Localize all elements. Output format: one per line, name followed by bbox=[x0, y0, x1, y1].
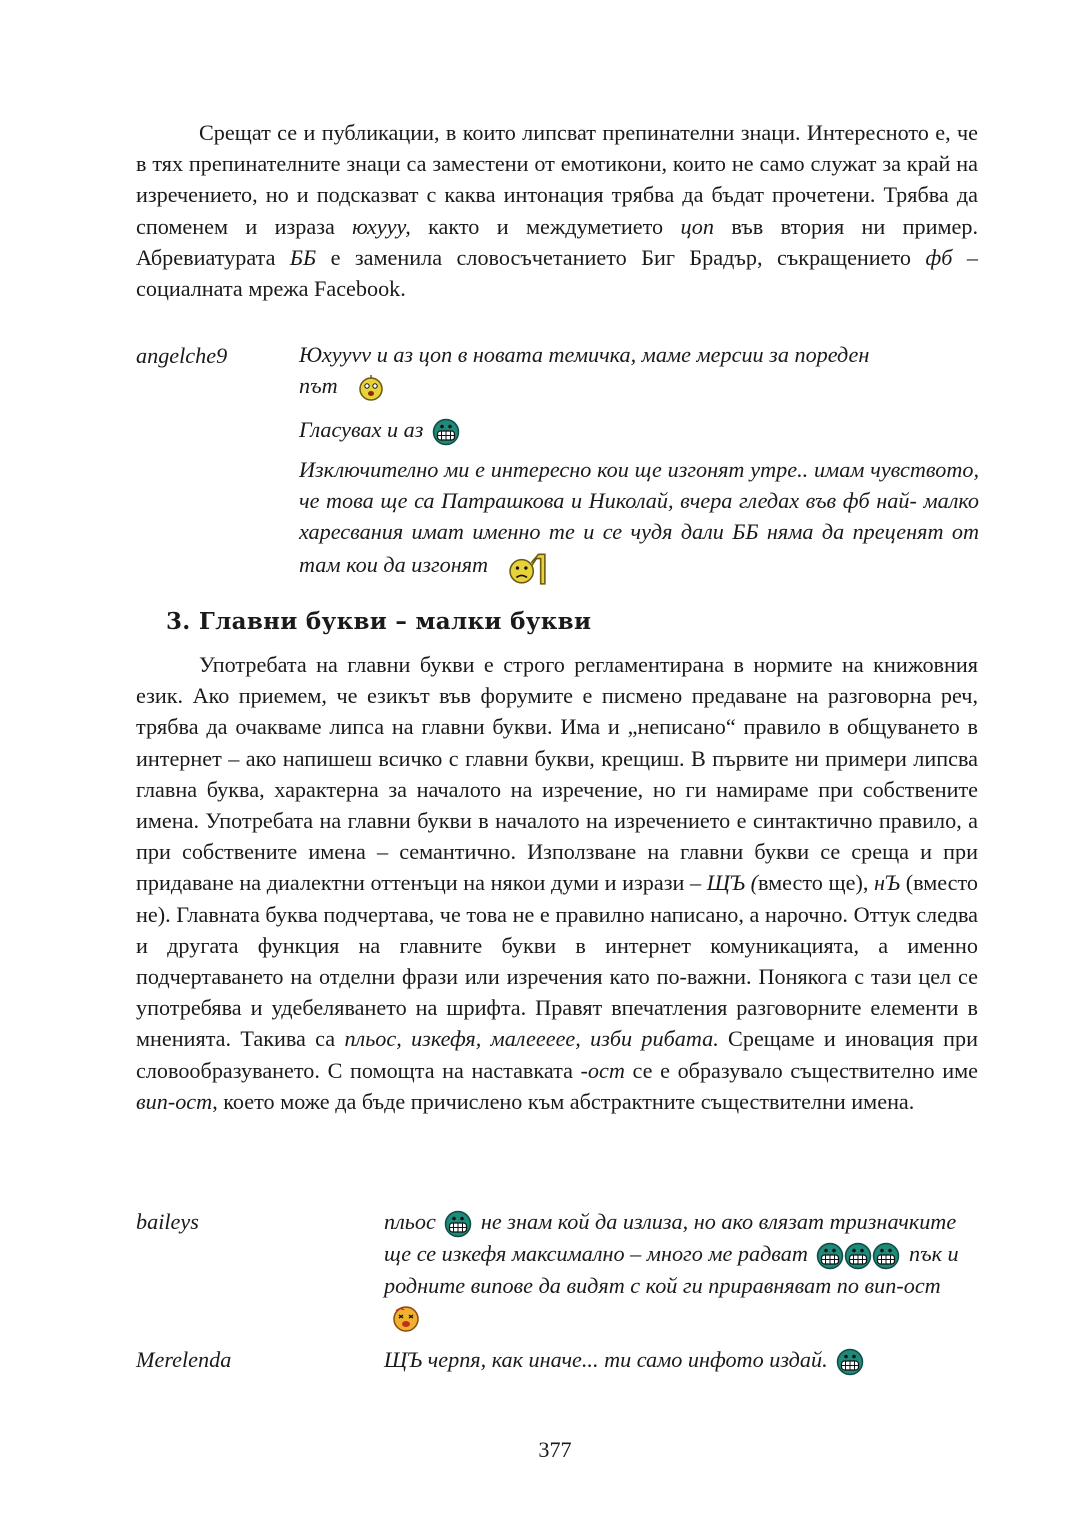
grin-smiley-icon bbox=[432, 418, 460, 446]
forum-quote: ЩЪ черпя, как иначе... ти само инфото издай. bbox=[384, 1344, 867, 1376]
paragraph-emoticons: Срещат се и публикации, в които липсват препинателни знаци. Интересното е, че в тях препинателните знаци са заместени от емотикони, които не само служат за край на изречението, но и подсказват с каква интонация трябва да бъдат прочетени. Трябва да споменем и израза юхууу, както и междуметието цоп във втория ни пример. Абревиатурата ББ е заменила словосъчетанието Биг Брадър, съкращението фб – социалната мрежа Facebook. bbox=[136, 120, 979, 302]
example-username: angelche9 bbox=[136, 343, 228, 368]
section-heading: 3. Главни букви – малки букви bbox=[166, 608, 592, 635]
grin-smiley-icon bbox=[816, 1242, 844, 1270]
grin-smiley-icon bbox=[836, 1348, 864, 1376]
sad-hanging-smiley-icon bbox=[506, 548, 550, 586]
example-username: Merelenda bbox=[136, 1347, 232, 1372]
forum-quote: пльос не знам кой да излиза, но ако влязат тризначките ще се изкефя максимално – много ме радват пък и родните випове да видят с кой ги приравняват по вип-ост bbox=[384, 1206, 974, 1333]
grin-smiley-icon bbox=[844, 1242, 872, 1270]
grin-smiley-icon bbox=[444, 1210, 472, 1238]
grin-smiley-icon bbox=[872, 1242, 900, 1270]
yellow-smiley-icon bbox=[357, 373, 385, 403]
page-number: 377 bbox=[538, 1437, 572, 1462]
forum-quote: Юхууvv и аз цоп в новата темичка, маме мерсии за пореден път bbox=[299, 339, 979, 403]
forum-quote: Гласувах и аз bbox=[299, 414, 463, 446]
example-username: baileys bbox=[136, 1209, 199, 1234]
dizzy-smiley-icon bbox=[392, 1305, 420, 1333]
forum-quote: Изключително ми е интересно кои ще изгонят утре.. имам чувството, че това ще са Патрашкова и Николай, вчера гледах във фб най- малко харесвания имат именно те и се чудя дали ББ няма да преценят от там кои да изгонят bbox=[299, 454, 979, 586]
paragraph-capital-letters: Употребата на главни букви е строго регламентирана в нормите на книжовния език. Ако приемем, че езикът във форумите е писмено предаване на разговорна реч, трябва да очакваме липса на главни букви. Има и „неписано“ правило в общуването в интернет – ако напишеш всичко с главни букви, крещиш. В първите ни примери липсва главна буква, характерна за началото на изречение, но ги намираме при собствените имена. Употребата на главни букви в началото на изречението е синтактично правило, а при собствените имена – семантично. Използване на главни букви се среща и при придаване на диалектни оттенъци на някои думи и изрази – ЩЪ (вместо ще), нЪ (вместо не). Главната буква подчертава, че това не е правилно написано, а нарочно. Оттук следва и другата функция на главните букви в интернет комуникацията, а именно подчертаването на отделни фрази или изречения като по-важни. Понякога с тази цел се употребява и удебеляването на шрифта. Правят впечатления разговорните елементи в мненията. Такива са пльос, изкефя, малеееее, изби рибата. Срещаме и иновация при словообразуването. С помощта на наставката -ост се е образувало съществително име вип-ост, което може да бъде причислено към абстрактните съществителни имена. bbox=[136, 652, 978, 1114]
